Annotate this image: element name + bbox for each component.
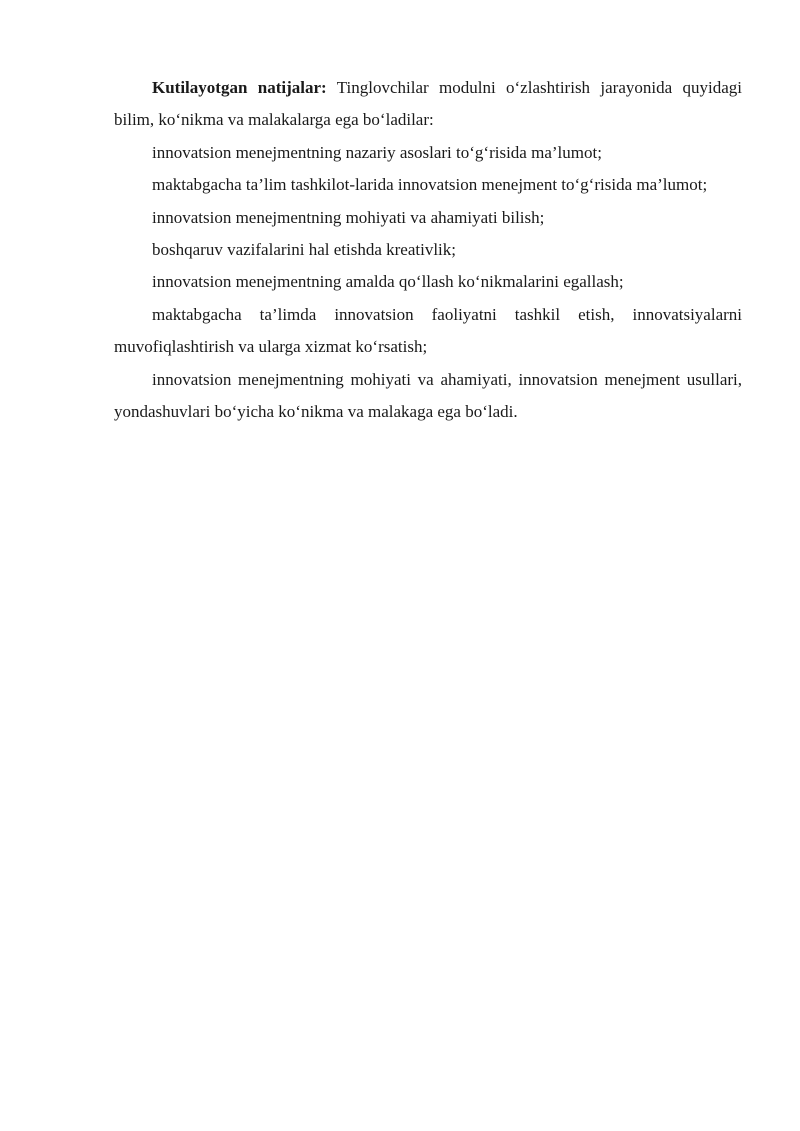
outcome-item-4: boshqaruv vazifalarini hal etishda kreativlik; <box>152 240 457 260</box>
intro-text: Tinglovchilar modulni o‘zlashtirish jarayonida quyidagi bilim, ko‘nikma va malakalarga ega bo‘ladilar: <box>114 78 742 130</box>
outcome-item-3: innovatsion menejmentning mohiyati va ahamiyati bilish; <box>152 207 545 227</box>
outcome-item-7: innovatsion menejmentning mohiyati va ahamiyati, innovatsion menejment usullari, yondashuvlari bo‘yicha ko‘nikma va malakaga ega bo‘ladi. <box>114 369 742 422</box>
outcome-item-2: maktabgacha ta’lim tashkilot-larida innovatsion menejment to‘g‘risida ma’lumot; <box>152 175 708 195</box>
intro-paragraph <box>114 72 742 137</box>
intro-lead: Kutilayotgan natijalar: <box>152 78 327 97</box>
outcome-item-6: maktabgacha ta’limda innovatsion faoliyatni tashkil etish, innovatsiyalarni muvofiqlashtirish va ularga xizmat ko‘rsatish; <box>114 304 742 357</box>
outcome-item-5: innovatsion menejmentning amalda qo‘llash ko‘nikmalarini egallash; <box>152 272 624 292</box>
outcome-item-1: innovatsion menejmentning nazariy asoslari to‘g‘risida ma’lumot; <box>152 142 602 162</box>
document-page <box>114 72 742 428</box>
